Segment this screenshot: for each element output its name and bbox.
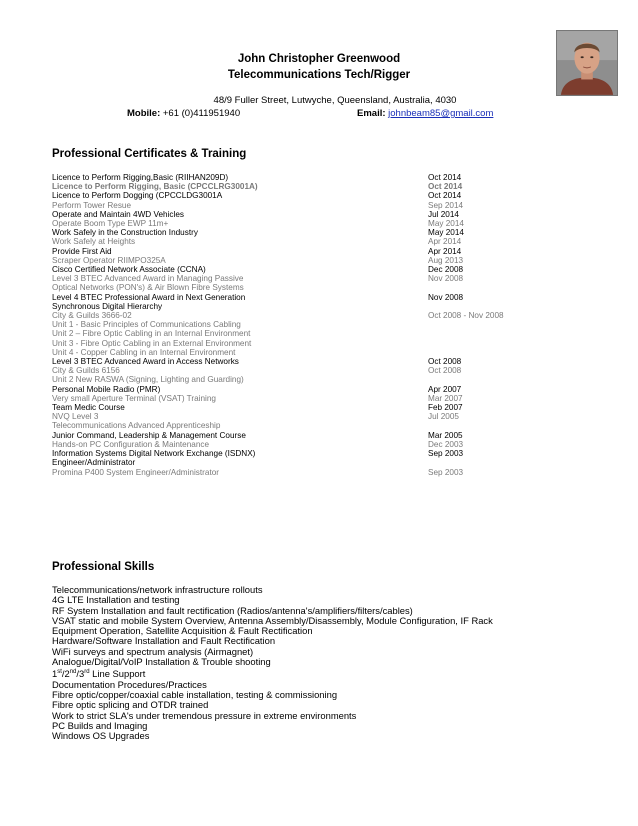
certificate-date: Apr 2014 xyxy=(428,237,462,247)
certificate-row xyxy=(52,311,572,320)
certificate-name: NVQ Level 3 xyxy=(52,412,99,422)
skills-heading: Professional Skills xyxy=(52,561,155,573)
skill-item: Hardware/Software Installation and Fault Rectification xyxy=(52,635,276,647)
certificate-date: Nov 2008 xyxy=(428,292,464,302)
certificate-name: Optical Networks (PON's) & Air Blown Fibre Systems xyxy=(52,283,244,293)
certificate-name: Perform Tower Resue xyxy=(52,200,132,210)
certificate-name: Team Medic Course xyxy=(52,403,125,413)
certificate-row xyxy=(52,274,572,283)
skill-item: Analogue/Digital/VoIP Installation & Trouble shooting xyxy=(52,656,271,668)
certificate-row xyxy=(52,329,572,338)
certificate-date: Nov 2008 xyxy=(428,274,464,284)
certificate-name: City & Guilds 6156 xyxy=(52,366,120,376)
certificate-date: Dec 2003 xyxy=(428,439,464,449)
email-contact xyxy=(357,108,493,119)
certificate-date: Oct 2008 - Nov 2008 xyxy=(428,311,504,321)
certificate-date: May 2014 xyxy=(428,228,464,238)
certificate-name: Very small Aperture Terminal (VSAT) Training xyxy=(52,393,216,403)
certificate-row xyxy=(52,375,572,384)
certificate-row xyxy=(52,431,572,440)
certificate-name: Provide First Aid xyxy=(52,246,112,256)
certificate-name: Unit 3 - Fibre Optic Cabling in an External Environment xyxy=(52,338,252,348)
certificate-row xyxy=(52,182,572,191)
skill-item: Documentation Procedures/Practices xyxy=(52,678,207,690)
certificate-row xyxy=(52,302,572,311)
certificate-row xyxy=(52,385,572,394)
certificate-row xyxy=(52,366,572,375)
certificate-name: Licence to Perform Dogging (CPCCLDG3001A xyxy=(52,191,223,201)
certificate-date: Apr 2014 xyxy=(428,246,462,256)
skill-item: Windows OS Upgrades xyxy=(52,730,150,742)
certificate-date: Oct 2014 xyxy=(428,173,462,182)
mobile-label: Mobile: xyxy=(127,108,161,119)
certificate-row xyxy=(52,256,572,265)
certificate-date: May 2014 xyxy=(428,219,464,229)
certificate-row xyxy=(52,339,572,348)
certificate-name: Level 3 BTEC Advanced Award in Access Networks xyxy=(52,357,239,367)
certificates-heading: Professional Certificates & Training xyxy=(52,148,247,160)
skill-item: Telecommunications/network infrastructure rollouts xyxy=(52,584,263,595)
certificate-row xyxy=(52,247,572,256)
skill-item: 4G LTE Installation and testing xyxy=(52,594,180,606)
certificate-row xyxy=(52,468,572,477)
certificate-date: Oct 2014 xyxy=(428,191,462,201)
certificate-date: Oct 2008 xyxy=(428,366,462,376)
certificate-row xyxy=(52,219,572,228)
certificate-row xyxy=(52,191,572,200)
skills-list xyxy=(52,585,592,742)
certificate-name: Synchronous Digital Hierarchy xyxy=(52,301,163,311)
certificate-row xyxy=(52,283,572,292)
certificate-row xyxy=(52,237,572,246)
certificate-date: Mar 2005 xyxy=(428,430,463,440)
certificate-row xyxy=(52,357,572,366)
certificate-row xyxy=(52,449,572,458)
certificate-date: Mar 2007 xyxy=(428,393,463,403)
certificate-name: Work Safely in the Construction Industry xyxy=(52,228,198,238)
skill-item: PC Builds and Imaging xyxy=(52,719,148,731)
certificate-date: Dec 2008 xyxy=(428,265,464,275)
certificate-name: Work Safely at Heights xyxy=(52,237,136,247)
certificate-date: Oct 2014 xyxy=(428,182,463,192)
certificate-date: Jul 2014 xyxy=(428,209,459,219)
certificate-name: Hands-on PC Configuration & Maintenance xyxy=(52,439,210,449)
certificate-name: Unit 4 - Copper Cabling in an Internal Environment xyxy=(52,347,236,357)
certificate-name: Unit 2 – Fibre Optic Cabling in an Internal Environment xyxy=(52,329,251,339)
certificate-row xyxy=(52,394,572,403)
certificate-name: Unit 1 - Basic Principles of Communications Cabling xyxy=(52,320,241,330)
certificate-date: Jul 2005 xyxy=(428,412,459,422)
certificate-name: Scraper Operator RIIMPO325A xyxy=(52,255,166,265)
certificate-date: Sep 2003 xyxy=(428,449,464,459)
skill-item: WiFi surveys and spectrum analysis (Airmagnet) xyxy=(52,645,254,657)
certificate-row xyxy=(52,173,572,182)
certificate-name: Licence to Perform Rigging, Basic (CPCCLRG3001A) xyxy=(52,182,258,192)
certificate-name: Operate Boom Type EWP 11m+ xyxy=(52,219,169,229)
certificate-date: Sep 2014 xyxy=(428,200,464,210)
certificate-row xyxy=(52,201,572,210)
email-label: Email: xyxy=(357,108,386,119)
certificate-name: Operate and Maintain 4WD Vehicles xyxy=(52,209,184,219)
certificate-name: Junior Command, Leadership & Management Course xyxy=(52,430,246,440)
certificate-row xyxy=(52,421,572,430)
certificate-row xyxy=(52,403,572,412)
candidate-address: 48/9 Fuller Street, Lutwyche, Queensland, Australia, 4030 xyxy=(213,95,457,106)
certificate-row xyxy=(52,320,572,329)
candidate-job-title: Telecommunications Tech/Rigger xyxy=(227,69,411,81)
certificate-row xyxy=(52,412,572,421)
certificate-date: Oct 2008 xyxy=(428,357,462,367)
skill-item: Fibre optic splicing and OTDR trained xyxy=(52,699,209,711)
certificate-date: Aug 2013 xyxy=(428,255,464,265)
certificate-date: Apr 2007 xyxy=(428,384,462,394)
certificate-name: Level 3 BTEC Advanced Award in Managing Passive xyxy=(52,274,244,284)
skill-item: VSAT static and mobile System Overview, Antenna Assembly/Disassembly, Module Configuration, IF Rack xyxy=(52,614,493,626)
skill-item: Fibre optic/copper/coaxial cable installation, testing & commissioning xyxy=(52,689,338,701)
candidate-name: John Christopher Greenwood xyxy=(237,53,401,65)
certificate-name: Level 4 BTEC Professional Award in Next Generation xyxy=(52,292,246,302)
certificate-row xyxy=(52,228,572,237)
skill-item: Equipment Operation, Satellite Acquisition & Fault Rectification xyxy=(52,625,313,637)
certificate-name: Promina P400 System Engineer/Administrator xyxy=(52,467,220,477)
skill-item: RF System Installation and fault rectification (Radios/antenna's/amplifiers/filters/cables) xyxy=(52,604,413,616)
skill-item: 1st/2nd/3rd Line Support xyxy=(52,668,146,680)
skill-item: Work to strict SLA's under tremendous pressure in extreme environments xyxy=(52,709,357,721)
certificate-name: Engineer/Administrator xyxy=(52,458,136,468)
certificate-row xyxy=(52,265,572,274)
certificate-row xyxy=(52,458,572,467)
certificate-name: Licence to Perform Rigging,Basic (RIIHAN209D) xyxy=(52,173,229,182)
certificate-name: Personal Mobile Radio (PMR) xyxy=(52,384,161,394)
certificate-row xyxy=(52,210,572,219)
certificate-name: Information Systems Digital Network Exchange (ISDNX) xyxy=(52,449,256,459)
certificate-name: Telecommunications Advanced Apprenticeship xyxy=(52,421,221,431)
email-link[interactable]: johnbeam85@gmail.com xyxy=(388,108,494,119)
certificate-row xyxy=(52,293,572,302)
certificates-list xyxy=(52,173,572,477)
certificate-date: Feb 2007 xyxy=(428,403,463,413)
certificate-name: City & Guilds 3666-02 xyxy=(52,311,132,321)
mobile-contact xyxy=(127,108,240,119)
certificate-row xyxy=(52,348,572,357)
certificate-row xyxy=(52,440,572,449)
mobile-number: +61 (0)411951940 xyxy=(160,108,241,119)
certificate-name: Unit 2 New RASWA (Signing, Lighting and Guarding) xyxy=(52,375,244,385)
certificate-name: Cisco Certified Network Associate (CCNA) xyxy=(52,265,206,275)
certificate-date: Sep 2003 xyxy=(428,467,464,477)
